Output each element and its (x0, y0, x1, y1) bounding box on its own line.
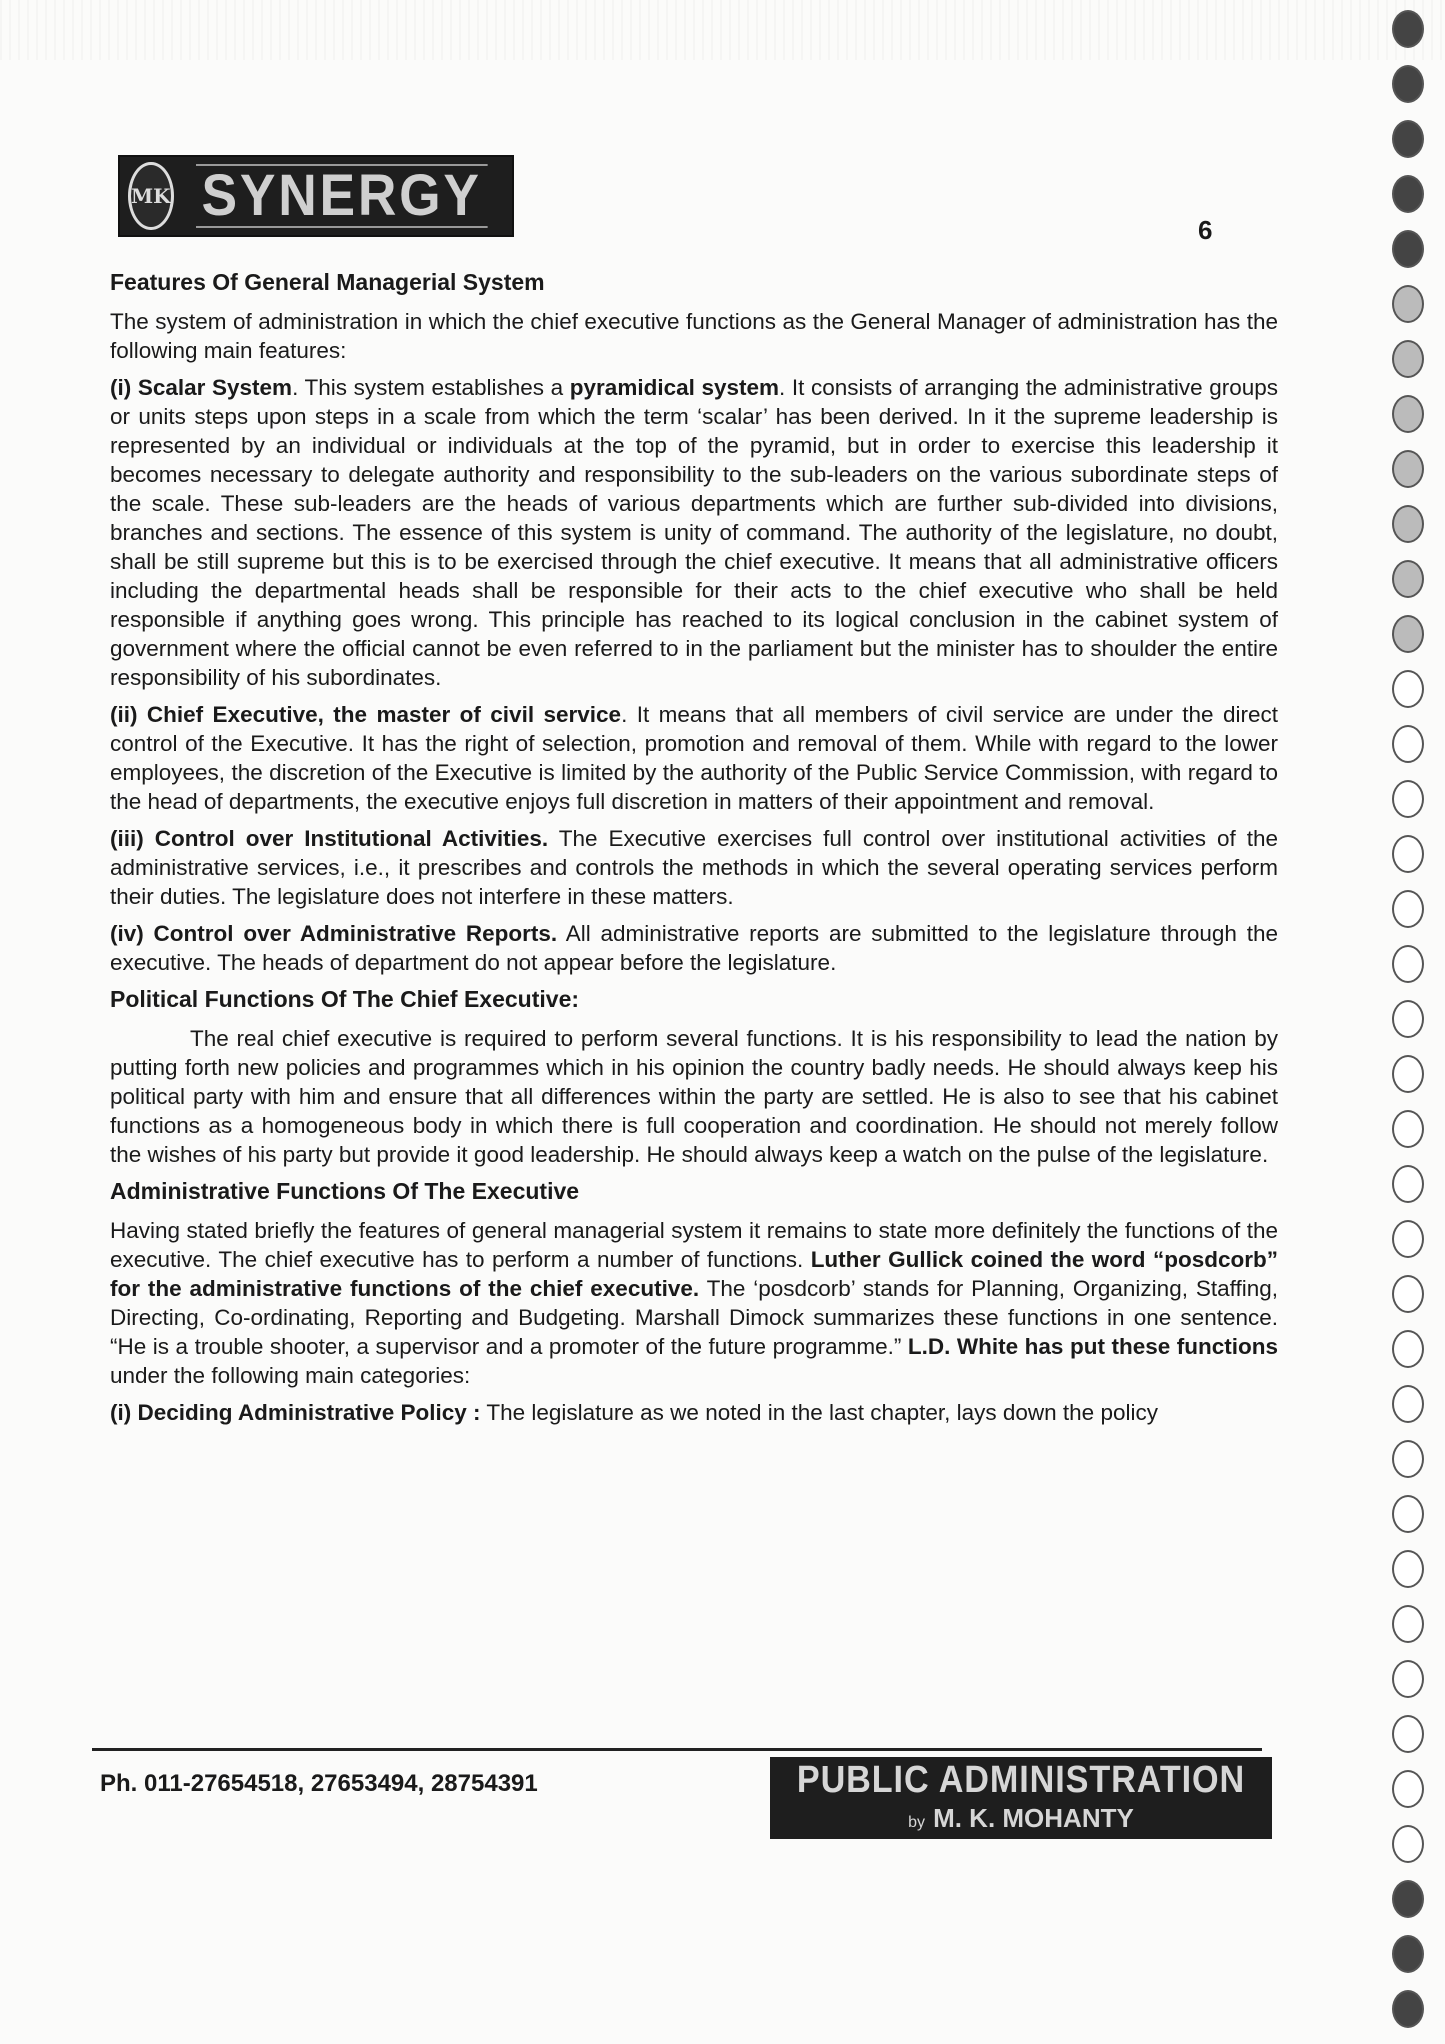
text: . It means that all members of civil service are under the direct control of the Executive. It has the right of selection, promotion and removal of them. While with regard to the lower employees, the discretion of the Executive is limited by the authority of the Public Service Commission, with regard to the head of departments, the executive enjoys full discretion in matters of their appointment and removal. (110, 702, 1278, 814)
binding-hole-icon (1392, 1715, 1424, 1753)
text: . This system establishes a (292, 375, 570, 400)
binding-hole-icon (1392, 10, 1424, 48)
page-number: 6 (1198, 215, 1213, 245)
binding-hole-icon (1392, 1330, 1424, 1368)
book-banner (770, 1757, 1272, 1839)
binding-hole-icon (1392, 1935, 1424, 1973)
bold-term: pyramidical system (569, 375, 780, 400)
binding-hole-icon (1392, 175, 1424, 213)
item-label: (i) Deciding Administrative Policy : (110, 1400, 481, 1425)
binding-hole-icon (1392, 1110, 1424, 1148)
text: The ‘posdcorb’ stands for Planning, Organizing, Staffing, Directing, Co-ordinating, Reporting and Budgeting. Marshall Dimock summarizes these functions in one sentence. “He is a trouble shooter, a supervisor and a promoter of the future programme.” (110, 1276, 1278, 1359)
binding-hole-icon (1392, 1660, 1424, 1698)
binding-hole-icon (1392, 1055, 1424, 1093)
binding-hole-icon (1392, 835, 1424, 873)
binding-hole-icon (1392, 230, 1424, 268)
binding-hole-icon (1392, 890, 1424, 928)
author-line (770, 1803, 1272, 1838)
binding-hole-icon (1392, 1275, 1424, 1313)
binding-hole-icon (1392, 1440, 1424, 1478)
seal-icon: MK (128, 162, 174, 230)
spiral-binding (1388, 0, 1438, 2044)
paragraph: The system of administration in which the chief executive functions as the General Manager of administration has the following main features: (110, 309, 1278, 363)
binding-hole-icon (1392, 120, 1424, 158)
binding-hole-icon (1392, 340, 1424, 378)
paragraph (110, 919, 1278, 977)
text: All administrative reports are submitted to the legislature through the executive. The heads of department do not appear before the legislature. (110, 921, 1278, 975)
footer-divider (92, 1748, 1262, 1751)
binding-hole-icon (1392, 1550, 1424, 1588)
binding-hole-icon (1392, 670, 1424, 708)
section-heading: Political Functions Of The Chief Executive: (110, 986, 580, 1012)
text: Having stated briefly the features of general managerial system it remains to state more definitely the functions of the executive. The chief executive has to perform a number of functions. (110, 1218, 1278, 1272)
binding-hole-icon (1392, 780, 1424, 818)
binding-hole-icon (1392, 65, 1424, 103)
item-label: (iii) Control over Institutional Activities. (110, 826, 549, 851)
binding-hole-icon (1392, 1825, 1424, 1863)
binding-hole-icon (1392, 1770, 1424, 1808)
scan-noise (0, 0, 1445, 60)
section-heading: Features Of General Managerial System (110, 269, 545, 295)
binding-hole-icon (1392, 1165, 1424, 1203)
text: The legislature as we noted in the last chapter, lays down the policy (480, 1400, 1158, 1425)
binding-hole-icon (1392, 1220, 1424, 1258)
bold-term: Luther Gullick coined the word “posdcorb” for the administrative functions of the chief executive. (110, 1247, 1278, 1301)
bold-term: L.D. White has put these functions (907, 1334, 1278, 1359)
binding-hole-icon (1392, 285, 1424, 323)
paragraph (110, 700, 1278, 816)
paragraph (110, 373, 1278, 692)
binding-hole-icon (1392, 560, 1424, 598)
paragraph: The real chief executive is required to perform several functions. It is his responsibility to lead the nation by putting forth new policies and programmes which in his opinion the country badly needs. He should always keep his political party with him and ensure that all differences within the party are settled. He is also to see that his cabinet functions as a homogeneous body in which there is full cooperation and coordination. He should not merely follow the wishes of his party but provide it good leadership. He should always keep a watch on the pulse of the legislature. (110, 1026, 1278, 1167)
item-label: (iv) Control over Administrative Reports. (110, 921, 558, 946)
paragraph (110, 1216, 1278, 1390)
binding-hole-icon (1392, 1385, 1424, 1423)
document-body (110, 268, 1278, 1435)
binding-hole-icon (1392, 1880, 1424, 1918)
binding-hole-icon (1392, 725, 1424, 763)
binding-hole-icon (1392, 615, 1424, 653)
logo-text: SYNERGY (196, 164, 487, 228)
binding-hole-icon (1392, 395, 1424, 433)
item-label: (ii) Chief Executive, the master of civil service (110, 702, 622, 727)
binding-hole-icon (1392, 1990, 1424, 2028)
author-name: M. K. MOHANTY (933, 1803, 1134, 1833)
binding-hole-icon (1392, 1495, 1424, 1533)
binding-hole-icon (1392, 945, 1424, 983)
text: . It consists of arranging the administrative groups or units steps upon steps in a scale from which the term ‘scalar’ has been derived. In it the supreme leadership is represented by an individual or individuals at the top of the pyramid, but in order to exercise this leadership it becomes necessary to delegate authority and responsibility to the sub-leaders on the various subordinate steps of the scale. These sub-leaders are the heads of various departments which are further sub-divided into divisions, branches and sections. The essence of this system is unity of command. The authority of the legislature, no doubt, shall be still supreme but this is to be exercised through the chief executive. It means that all administrative officers including the departmental heads shall be responsible for their acts to the chief executive who shall be held responsible if anything goes wrong. This principle has reached to its logical conclusion in the cabinet system of government where the official cannot be even referred to in the parliament but the minister has to shoulder the entire responsibility of his subordinates. (110, 375, 1278, 690)
binding-hole-icon (1392, 1000, 1424, 1038)
binding-hole-icon (1392, 1605, 1424, 1643)
text: under the following main categories: (110, 1363, 471, 1388)
book-title: PUBLIC ADMINISTRATION (796, 1759, 1246, 1801)
item-label: (i) Scalar System (110, 375, 293, 400)
synergy-logo (118, 155, 514, 237)
by-label: by (908, 1814, 926, 1831)
paragraph (110, 1398, 1278, 1427)
binding-hole-icon (1392, 450, 1424, 488)
phone-numbers: Ph. 011-27654518, 27653494, 28754391 (100, 1770, 538, 1797)
section-heading: Administrative Functions Of The Executive (110, 1178, 580, 1204)
text: The Executive exercises full control over institutional activities of the administrative services, i.e., it prescribes and controls the methods in which the several operating services perform their duties. The legislature does not interfere in these matters. (110, 826, 1278, 909)
paragraph (110, 824, 1278, 911)
binding-hole-icon (1392, 505, 1424, 543)
